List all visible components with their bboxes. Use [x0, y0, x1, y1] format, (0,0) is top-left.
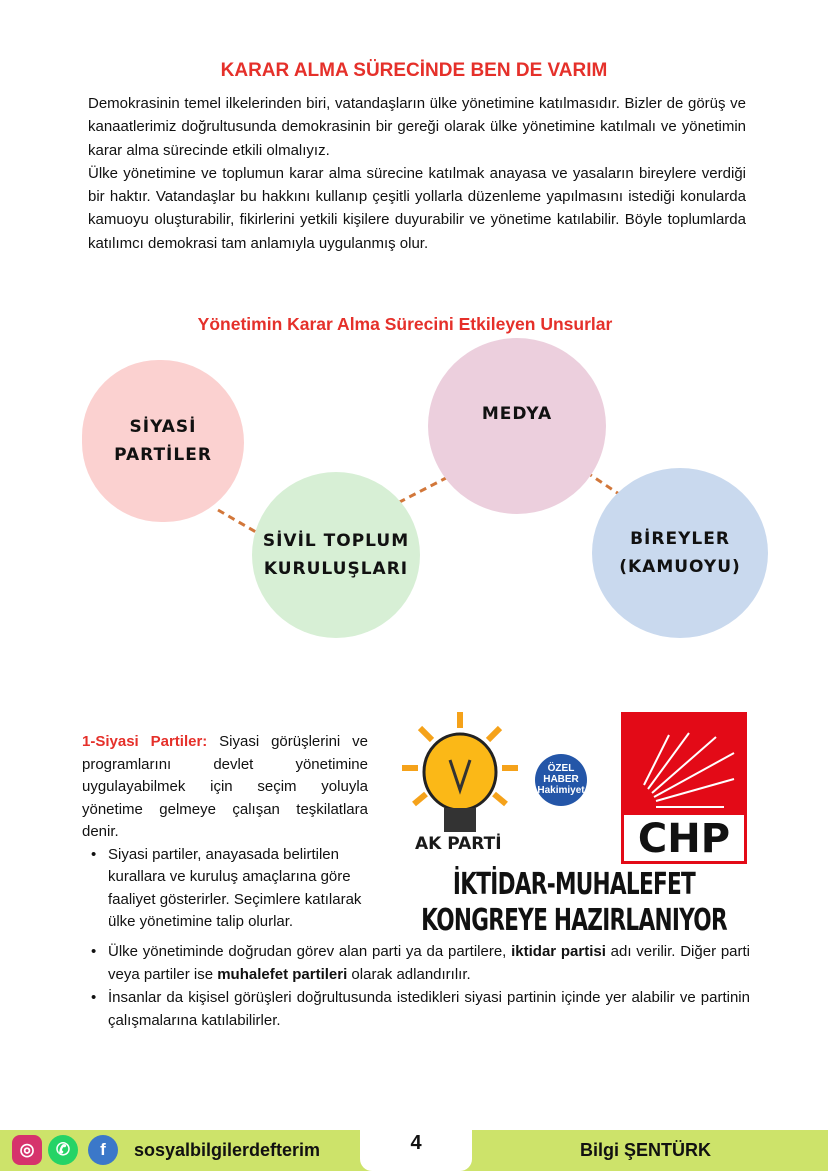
ak-parti-bulb-icon — [400, 710, 520, 840]
page-title: KARAR ALMA SÜRECİNDE BEN DE VARIM — [220, 60, 608, 81]
footer-author: Bilgi ŞENTÜRK — [580, 1140, 712, 1160]
section-siyasi-partiler — [82, 731, 368, 934]
facebook-icon[interactable]: f — [88, 1135, 118, 1165]
instagram-icon[interactable]: ◎ — [12, 1135, 42, 1165]
chp-arrows-icon — [624, 715, 744, 815]
bottom-list — [82, 940, 750, 1032]
whatsapp-icon[interactable]: ✆ — [48, 1135, 78, 1165]
ak-parti-logo-text: AK PARTİ — [415, 834, 502, 854]
footer-site: sosyalbilgilerdefterim — [134, 1140, 321, 1160]
intro-paragraph-2: Ülke yönetimine ve toplumun karar alma sürecine katılmak anayasa ve yasaların bireylere verdiği bir haktır. Vatandaşlar bu hakkını kullanıp çeşitli yollarla düzenleme yapılmasını istediği konularda kamuoyu oluşturabilir, fikirlerini yetkili kişilere duyurabilir ve yönetime katılabilir. Böyle toplumlarda katılımcı demokrasi tam anlamıyla uygulanmış olur. — [88, 164, 746, 252]
list-item: • Ülke yönetiminde doğrudan görev alan parti ya da partilere, iktidar partisi adı verilir. Diğer parti veya partiler ise muhalefet partileri olarak adlandırılır. — [82, 940, 750, 986]
page-number: 4 — [410, 1132, 422, 1154]
headline-line-1: İKTİDAR-MUHALEFET — [452, 867, 696, 902]
chp-logo: CHP — [621, 712, 747, 864]
headline-line-2: KONGREYE HAZIRLANIYOR — [421, 903, 727, 938]
node-siyasi-partiler: SİYASİ PARTİLER — [82, 360, 244, 522]
list-item: • Siyasi partiler, anayasada belirtilen kurallara ve kuruluş amaçlarına göre faaliyet gösterirler. Seçimlere katılarak ülke yönetimine talip olurlar. — [82, 844, 368, 934]
section-heading: 1-Siyasi Partiler: — [82, 733, 208, 750]
list-item: • İnsanlar da kişisel görüşleri doğrultusunda istedikleri siyasi partinin içinde yer alabilir ve partinin çalışmalarına katılabilirler. — [82, 986, 750, 1032]
node-sivil-toplum: SİVİL TOPLUM KURULUŞLARI — [252, 472, 420, 638]
node-medya: MEDYA — [428, 338, 606, 514]
news-image — [385, 706, 763, 942]
node-bireyler: BİREYLER (KAMUOYU) — [592, 468, 768, 638]
intro-paragraph-1: Demokrasinin temel ilkelerinden biri, vatandaşların ülke yönetimine katılmasıdır. Bizler de görüş ve kanaatlerimiz doğrultusunda demokrasinin bir gereği olarak ülke yönetimine katılmalı ve yönetimin karar alma sürecinde etkili olmalıyız. — [88, 95, 746, 159]
section-text: Siyasi görüşlerini ve programlarını devlet yönetimine uygulayabilmek için seçim yoluyla yönetime gelmeye çalışan teşkilatlara denir. — [82, 733, 368, 840]
ozel-haber-badge: ÖZEL HABER Hakimiyet — [535, 754, 587, 806]
diagram-title: Yönetimin Karar Alma Sürecini Etkileyen Unsurlar — [197, 314, 613, 334]
